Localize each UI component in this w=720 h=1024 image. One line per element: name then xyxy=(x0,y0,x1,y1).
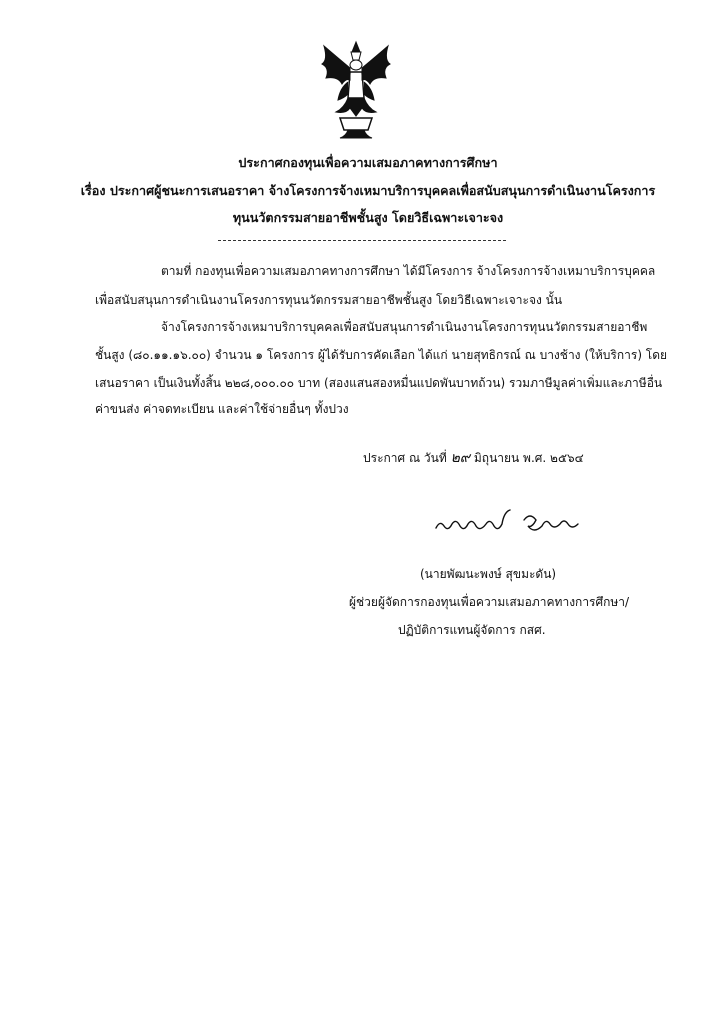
date-day: ๒๙ xyxy=(450,450,471,466)
subject-line-2: ทุนนวัตกรรมสายอาชีพชั้นสูง โดยวิธีเฉพาะเจาะจง xyxy=(232,210,504,225)
garuda-emblem xyxy=(318,38,394,142)
paragraph-2-line-2: ชั้นสูง (๘๐.๑๑.๑๖.๐๐) จำนวน ๑ โครงการ ผู้ได้รับการคัดเลือก ได้แก่ นายสุทธิกรณ์ ณ บางช้าง (ให้บริการ) โดย xyxy=(95,348,668,362)
subject-line-1: เรื่อง ประกาศผู้ชนะการเสนอราคา จ้างโครงการจ้างเหมาบริการบุคคลเพื่อสนับสนุนการดำเนินงานโครงการ xyxy=(80,183,656,198)
separator-line xyxy=(218,240,506,241)
signatory-position-line-2: ปฏิบัติการแทนผู้จัดการ กสศ. xyxy=(398,623,546,637)
signatory-position-line-1: ผู้ช่วยผู้จัดการกองทุนเพื่อความเสมอภาคทางการศึกษา/ xyxy=(349,595,630,609)
date-month-year: มิถุนายน พ.ศ. ๒๕๖๔ xyxy=(473,451,584,465)
signatory-name: (นายพัฒนะพงษ์ สุขมะดัน) xyxy=(420,567,557,581)
paragraph-2-line-4: ค่าขนส่ง ค่าจดทะเบียน และค่าใช้จ่ายอื่นๆ ทั้งปวง xyxy=(95,402,349,416)
paragraph-2-line-3: เสนอราคา เป็นเงินทั้งสิ้น ๒๒๘,๐๐๐.๐๐ บาท (สองแสนสองหมื่นแปดพันบาทถ้วน) รวมภาษีมูลค่าเพิ่มและภาษีอื่น xyxy=(95,376,663,390)
paragraph-2-line-1: จ้างโครงการจ้างเหมาบริการบุคคลเพื่อสนับสนุนการดำเนินงานโครงการทุนนวัตกรรมสายอาชีพ xyxy=(161,320,648,334)
announcement-date xyxy=(363,447,584,469)
paragraph-1-line-1: ตามที่ กองทุนเพื่อความเสมอภาคทางการศึกษา ได้มีโครงการ จ้างโครงการจ้างเหมาบริการบุคคล xyxy=(161,264,656,278)
announcement-title: ประกาศกองทุนเพื่อความเสมอภาคทางการศึกษา xyxy=(238,155,498,170)
paragraph-1-line-2: เพื่อสนับสนุนการดำเนินงานโครงการทุนนวัตกรรมสายอาชีพชั้นสูง โดยวิธีเฉพาะเจาะจง นั้น xyxy=(95,293,563,307)
date-prefix: ประกาศ ณ วันที่ xyxy=(363,451,447,465)
handwritten-signature xyxy=(432,506,592,540)
